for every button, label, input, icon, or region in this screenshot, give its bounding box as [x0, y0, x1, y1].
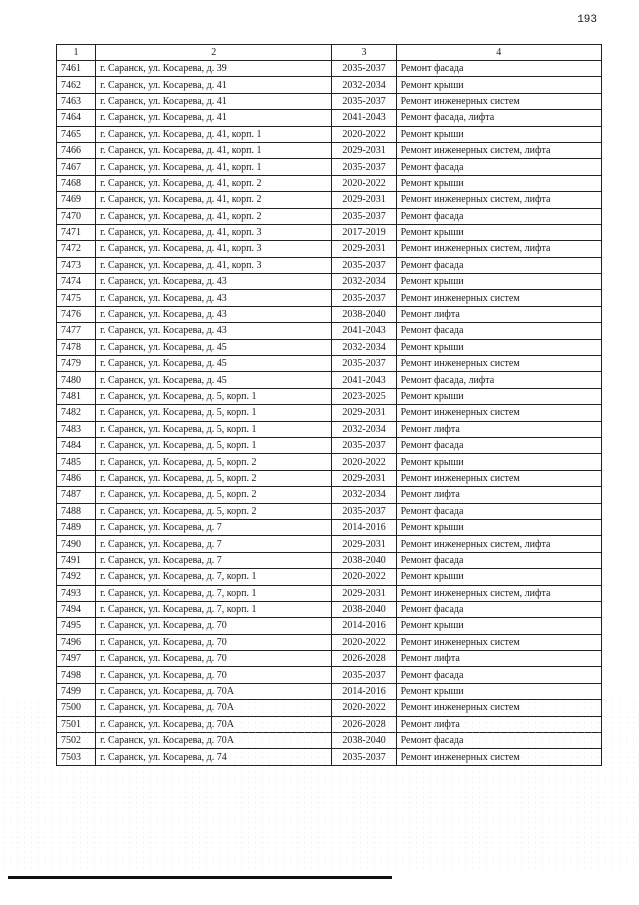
table-row [57, 683, 602, 699]
period-cell: 2020-2022 [332, 175, 396, 191]
period-cell: 2029-2031 [332, 405, 396, 421]
table-row [57, 716, 602, 732]
row-number-cell: 7483 [57, 421, 96, 437]
work-type-cell: Ремонт лифта [396, 651, 601, 667]
table-row [57, 503, 602, 519]
period-cell: 2017-2019 [332, 224, 396, 240]
table-row [57, 290, 602, 306]
work-type-cell: Ремонт инженерных систем [396, 634, 601, 650]
work-type-cell: Ремонт крыши [396, 388, 601, 404]
work-type-cell: Ремонт фасада [396, 437, 601, 453]
row-number-cell: 7463 [57, 93, 96, 109]
work-type-cell: Ремонт крыши [396, 339, 601, 355]
table-row [57, 667, 602, 683]
work-type-cell: Ремонт фасада [396, 552, 601, 568]
row-number-cell: 7493 [57, 585, 96, 601]
work-type-cell: Ремонт крыши [396, 569, 601, 585]
table-body [57, 61, 602, 766]
table-row [57, 61, 602, 77]
period-cell: 2032-2034 [332, 77, 396, 93]
period-cell: 2035-2037 [332, 93, 396, 109]
address-cell: г. Саранск, ул. Косарева, д. 41, корп. 1 [96, 159, 332, 175]
column-header-2: 2 [96, 45, 332, 61]
work-type-cell: Ремонт фасада [396, 667, 601, 683]
table-row [57, 487, 602, 503]
table-row [57, 323, 602, 339]
period-cell: 2029-2031 [332, 142, 396, 158]
work-type-cell: Ремонт крыши [396, 77, 601, 93]
period-cell: 2038-2040 [332, 601, 396, 617]
work-type-cell: Ремонт инженерных систем [396, 356, 601, 372]
address-cell: г. Саранск, ул. Косарева, д. 5, корп. 1 [96, 405, 332, 421]
address-cell: г. Саранск, ул. Косарева, д. 41, корп. 3 [96, 257, 332, 273]
table-row [57, 142, 602, 158]
address-cell: г. Саранск, ул. Косарева, д. 70 [96, 651, 332, 667]
row-number-cell: 7497 [57, 651, 96, 667]
period-cell: 2032-2034 [332, 339, 396, 355]
row-number-cell: 7490 [57, 536, 96, 552]
period-cell: 2020-2022 [332, 454, 396, 470]
period-cell: 2020-2022 [332, 700, 396, 716]
row-number-cell: 7498 [57, 667, 96, 683]
work-type-cell: Ремонт крыши [396, 126, 601, 142]
row-number-cell: 7485 [57, 454, 96, 470]
period-cell: 2029-2031 [332, 536, 396, 552]
address-cell: г. Саранск, ул. Косарева, д. 41 [96, 77, 332, 93]
period-cell: 2014-2016 [332, 519, 396, 535]
table-row [57, 454, 602, 470]
row-number-cell: 7487 [57, 487, 96, 503]
period-cell: 2029-2031 [332, 585, 396, 601]
work-type-cell: Ремонт крыши [396, 683, 601, 699]
row-number-cell: 7500 [57, 700, 96, 716]
row-number-cell: 7465 [57, 126, 96, 142]
row-number-cell: 7469 [57, 192, 96, 208]
period-cell: 2041-2043 [332, 372, 396, 388]
table-row [57, 372, 602, 388]
work-type-cell: Ремонт инженерных систем, лифта [396, 585, 601, 601]
row-number-cell: 7461 [57, 61, 96, 77]
address-cell: г. Саранск, ул. Косарева, д. 5, корп. 1 [96, 437, 332, 453]
address-cell: г. Саранск, ул. Косарева, д. 43 [96, 274, 332, 290]
work-type-cell: Ремонт лифта [396, 487, 601, 503]
row-number-cell: 7491 [57, 552, 96, 568]
work-type-cell: Ремонт фасада [396, 61, 601, 77]
work-type-cell: Ремонт крыши [396, 175, 601, 191]
row-number-cell: 7479 [57, 356, 96, 372]
period-cell: 2035-2037 [332, 667, 396, 683]
table-row [57, 733, 602, 749]
work-type-cell: Ремонт инженерных систем [396, 749, 601, 765]
row-number-cell: 7501 [57, 716, 96, 732]
table-row [57, 618, 602, 634]
address-cell: г. Саранск, ул. Косарева, д. 7 [96, 536, 332, 552]
address-cell: г. Саранск, ул. Косарева, д. 43 [96, 323, 332, 339]
row-number-cell: 7470 [57, 208, 96, 224]
address-cell: г. Саранск, ул. Косарева, д. 70А [96, 700, 332, 716]
period-cell: 2035-2037 [332, 749, 396, 765]
work-type-cell: Ремонт крыши [396, 274, 601, 290]
row-number-cell: 7488 [57, 503, 96, 519]
address-cell: г. Саранск, ул. Косарева, д. 41, корп. 3 [96, 241, 332, 257]
table-row [57, 110, 602, 126]
period-cell: 2035-2037 [332, 61, 396, 77]
period-cell: 2029-2031 [332, 192, 396, 208]
row-number-cell: 7468 [57, 175, 96, 191]
row-number-cell: 7466 [57, 142, 96, 158]
work-type-cell: Ремонт инженерных систем [396, 700, 601, 716]
period-cell: 2020-2022 [332, 569, 396, 585]
address-cell: г. Саранск, ул. Косарева, д. 74 [96, 749, 332, 765]
row-number-cell: 7499 [57, 683, 96, 699]
table-row [57, 749, 602, 765]
row-number-cell: 7482 [57, 405, 96, 421]
period-cell: 2035-2037 [332, 159, 396, 175]
table-row [57, 601, 602, 617]
work-type-cell: Ремонт крыши [396, 519, 601, 535]
table-row [57, 388, 602, 404]
address-cell: г. Саранск, ул. Косарева, д. 41, корп. 2 [96, 175, 332, 191]
column-header-4: 4 [396, 45, 601, 61]
address-cell: г. Саранск, ул. Косарева, д. 7 [96, 552, 332, 568]
address-cell: г. Саранск, ул. Косарева, д. 43 [96, 290, 332, 306]
period-cell: 2026-2028 [332, 651, 396, 667]
period-cell: 2041-2043 [332, 110, 396, 126]
address-cell: г. Саранск, ул. Косарева, д. 5, корп. 2 [96, 503, 332, 519]
address-cell: г. Саранск, ул. Косарева, д. 41 [96, 110, 332, 126]
table-row [57, 552, 602, 568]
address-cell: г. Саранск, ул. Косарева, д. 5, корп. 2 [96, 487, 332, 503]
row-number-cell: 7462 [57, 77, 96, 93]
row-number-cell: 7476 [57, 306, 96, 322]
table-row [57, 306, 602, 322]
work-type-cell: Ремонт фасада [396, 257, 601, 273]
address-cell: г. Саранск, ул. Косарева, д. 7, корп. 1 [96, 569, 332, 585]
work-type-cell: Ремонт фасада, лифта [396, 372, 601, 388]
work-type-cell: Ремонт инженерных систем, лифта [396, 192, 601, 208]
address-cell: г. Саранск, ул. Косарева, д. 7, корп. 1 [96, 585, 332, 601]
period-cell: 2035-2037 [332, 257, 396, 273]
address-cell: г. Саранск, ул. Косарева, д. 39 [96, 61, 332, 77]
row-number-cell: 7486 [57, 470, 96, 486]
address-cell: г. Саранск, ул. Косарева, д. 70 [96, 667, 332, 683]
row-number-cell: 7480 [57, 372, 96, 388]
work-type-cell: Ремонт лифта [396, 421, 601, 437]
table-row [57, 651, 602, 667]
period-cell: 2035-2037 [332, 290, 396, 306]
work-type-cell: Ремонт инженерных систем, лифта [396, 536, 601, 552]
work-type-cell: Ремонт фасада [396, 733, 601, 749]
table-row [57, 519, 602, 535]
row-number-cell: 7494 [57, 601, 96, 617]
period-cell: 2038-2040 [332, 552, 396, 568]
address-cell: г. Саранск, ул. Косарева, д. 70А [96, 733, 332, 749]
row-number-cell: 7503 [57, 749, 96, 765]
period-cell: 2029-2031 [332, 470, 396, 486]
row-number-cell: 7489 [57, 519, 96, 535]
column-header-1: 1 [57, 45, 96, 61]
row-number-cell: 7484 [57, 437, 96, 453]
period-cell: 2020-2022 [332, 634, 396, 650]
period-cell: 2038-2040 [332, 306, 396, 322]
row-number-cell: 7467 [57, 159, 96, 175]
table-row [57, 274, 602, 290]
work-type-cell: Ремонт инженерных систем [396, 470, 601, 486]
work-type-cell: Ремонт лифта [396, 716, 601, 732]
table-row [57, 569, 602, 585]
bottom-rule [8, 876, 392, 879]
row-number-cell: 7464 [57, 110, 96, 126]
table-row [57, 192, 602, 208]
table-row [57, 208, 602, 224]
row-number-cell: 7478 [57, 339, 96, 355]
row-number-cell: 7495 [57, 618, 96, 634]
work-type-cell: Ремонт инженерных систем, лифта [396, 142, 601, 158]
period-cell: 2035-2037 [332, 356, 396, 372]
table-header-row [57, 45, 602, 61]
row-number-cell: 7475 [57, 290, 96, 306]
row-number-cell: 7492 [57, 569, 96, 585]
work-type-cell: Ремонт фасада [396, 503, 601, 519]
table-row [57, 536, 602, 552]
period-cell: 2026-2028 [332, 716, 396, 732]
period-cell: 2032-2034 [332, 274, 396, 290]
address-cell: г. Саранск, ул. Косарева, д. 5, корп. 1 [96, 421, 332, 437]
address-cell: г. Саранск, ул. Косарева, д. 70А [96, 683, 332, 699]
row-number-cell: 7477 [57, 323, 96, 339]
address-cell: г. Саранск, ул. Косарева, д. 41, корп. 3 [96, 224, 332, 240]
row-number-cell: 7474 [57, 274, 96, 290]
row-number-cell: 7481 [57, 388, 96, 404]
table-row [57, 405, 602, 421]
address-cell: г. Саранск, ул. Косарева, д. 41, корп. 2 [96, 192, 332, 208]
address-cell: г. Саранск, ул. Косарева, д. 5, корп. 2 [96, 454, 332, 470]
table-row [57, 339, 602, 355]
row-number-cell: 7473 [57, 257, 96, 273]
work-type-cell: Ремонт инженерных систем, лифта [396, 241, 601, 257]
period-cell: 2023-2025 [332, 388, 396, 404]
row-number-cell: 7471 [57, 224, 96, 240]
work-type-cell: Ремонт фасада [396, 601, 601, 617]
table-row [57, 585, 602, 601]
table-row [57, 634, 602, 650]
address-cell: г. Саранск, ул. Косарева, д. 41, корп. 1 [96, 126, 332, 142]
work-type-cell: Ремонт фасада [396, 208, 601, 224]
address-cell: г. Саранск, ул. Косарева, д. 45 [96, 356, 332, 372]
work-type-cell: Ремонт инженерных систем [396, 93, 601, 109]
period-cell: 2035-2037 [332, 437, 396, 453]
period-cell: 2032-2034 [332, 487, 396, 503]
address-cell: г. Саранск, ул. Косарева, д. 45 [96, 372, 332, 388]
work-type-cell: Ремонт крыши [396, 618, 601, 634]
address-cell: г. Саранск, ул. Косарева, д. 45 [96, 339, 332, 355]
column-header-3: 3 [332, 45, 396, 61]
table-row [57, 159, 602, 175]
address-cell: г. Саранск, ул. Косарева, д. 7 [96, 519, 332, 535]
period-cell: 2035-2037 [332, 503, 396, 519]
table-row [57, 437, 602, 453]
address-cell: г. Саранск, ул. Косарева, д. 41, корп. 2 [96, 208, 332, 224]
period-cell: 2035-2037 [332, 208, 396, 224]
address-cell: г. Саранск, ул. Косарева, д. 5, корп. 1 [96, 388, 332, 404]
table-row [57, 126, 602, 142]
period-cell: 2029-2031 [332, 241, 396, 257]
work-type-cell: Ремонт фасада [396, 159, 601, 175]
address-cell: г. Саранск, ул. Косарева, д. 5, корп. 2 [96, 470, 332, 486]
period-cell: 2032-2034 [332, 421, 396, 437]
table-row [57, 93, 602, 109]
address-cell: г. Саранск, ул. Косарева, д. 70А [96, 716, 332, 732]
period-cell: 2038-2040 [332, 733, 396, 749]
address-cell: г. Саранск, ул. Косарева, д. 43 [96, 306, 332, 322]
period-cell: 2014-2016 [332, 618, 396, 634]
table-row [57, 700, 602, 716]
table-row [57, 257, 602, 273]
address-cell: г. Саранск, ул. Косарева, д. 41 [96, 93, 332, 109]
table-row [57, 470, 602, 486]
row-number-cell: 7496 [57, 634, 96, 650]
work-type-cell: Ремонт фасада, лифта [396, 110, 601, 126]
address-cell: г. Саранск, ул. Косарева, д. 41, корп. 1 [96, 142, 332, 158]
address-cell: г. Саранск, ул. Косарева, д. 70 [96, 618, 332, 634]
table-row [57, 175, 602, 191]
table-row [57, 421, 602, 437]
work-type-cell: Ремонт инженерных систем [396, 290, 601, 306]
work-type-cell: Ремонт инженерных систем [396, 405, 601, 421]
period-cell: 2020-2022 [332, 126, 396, 142]
work-type-cell: Ремонт крыши [396, 224, 601, 240]
work-type-cell: Ремонт фасада [396, 323, 601, 339]
row-number-cell: 7472 [57, 241, 96, 257]
period-cell: 2014-2016 [332, 683, 396, 699]
table-row [57, 241, 602, 257]
work-type-cell: Ремонт лифта [396, 306, 601, 322]
period-cell: 2041-2043 [332, 323, 396, 339]
page-number: 193 [577, 14, 597, 26]
table-row [57, 356, 602, 372]
row-number-cell: 7502 [57, 733, 96, 749]
repair-schedule-table [56, 44, 602, 766]
work-type-cell: Ремонт крыши [396, 454, 601, 470]
table-row [57, 224, 602, 240]
address-cell: г. Саранск, ул. Косарева, д. 70 [96, 634, 332, 650]
address-cell: г. Саранск, ул. Косарева, д. 7, корп. 1 [96, 601, 332, 617]
table-row [57, 77, 602, 93]
